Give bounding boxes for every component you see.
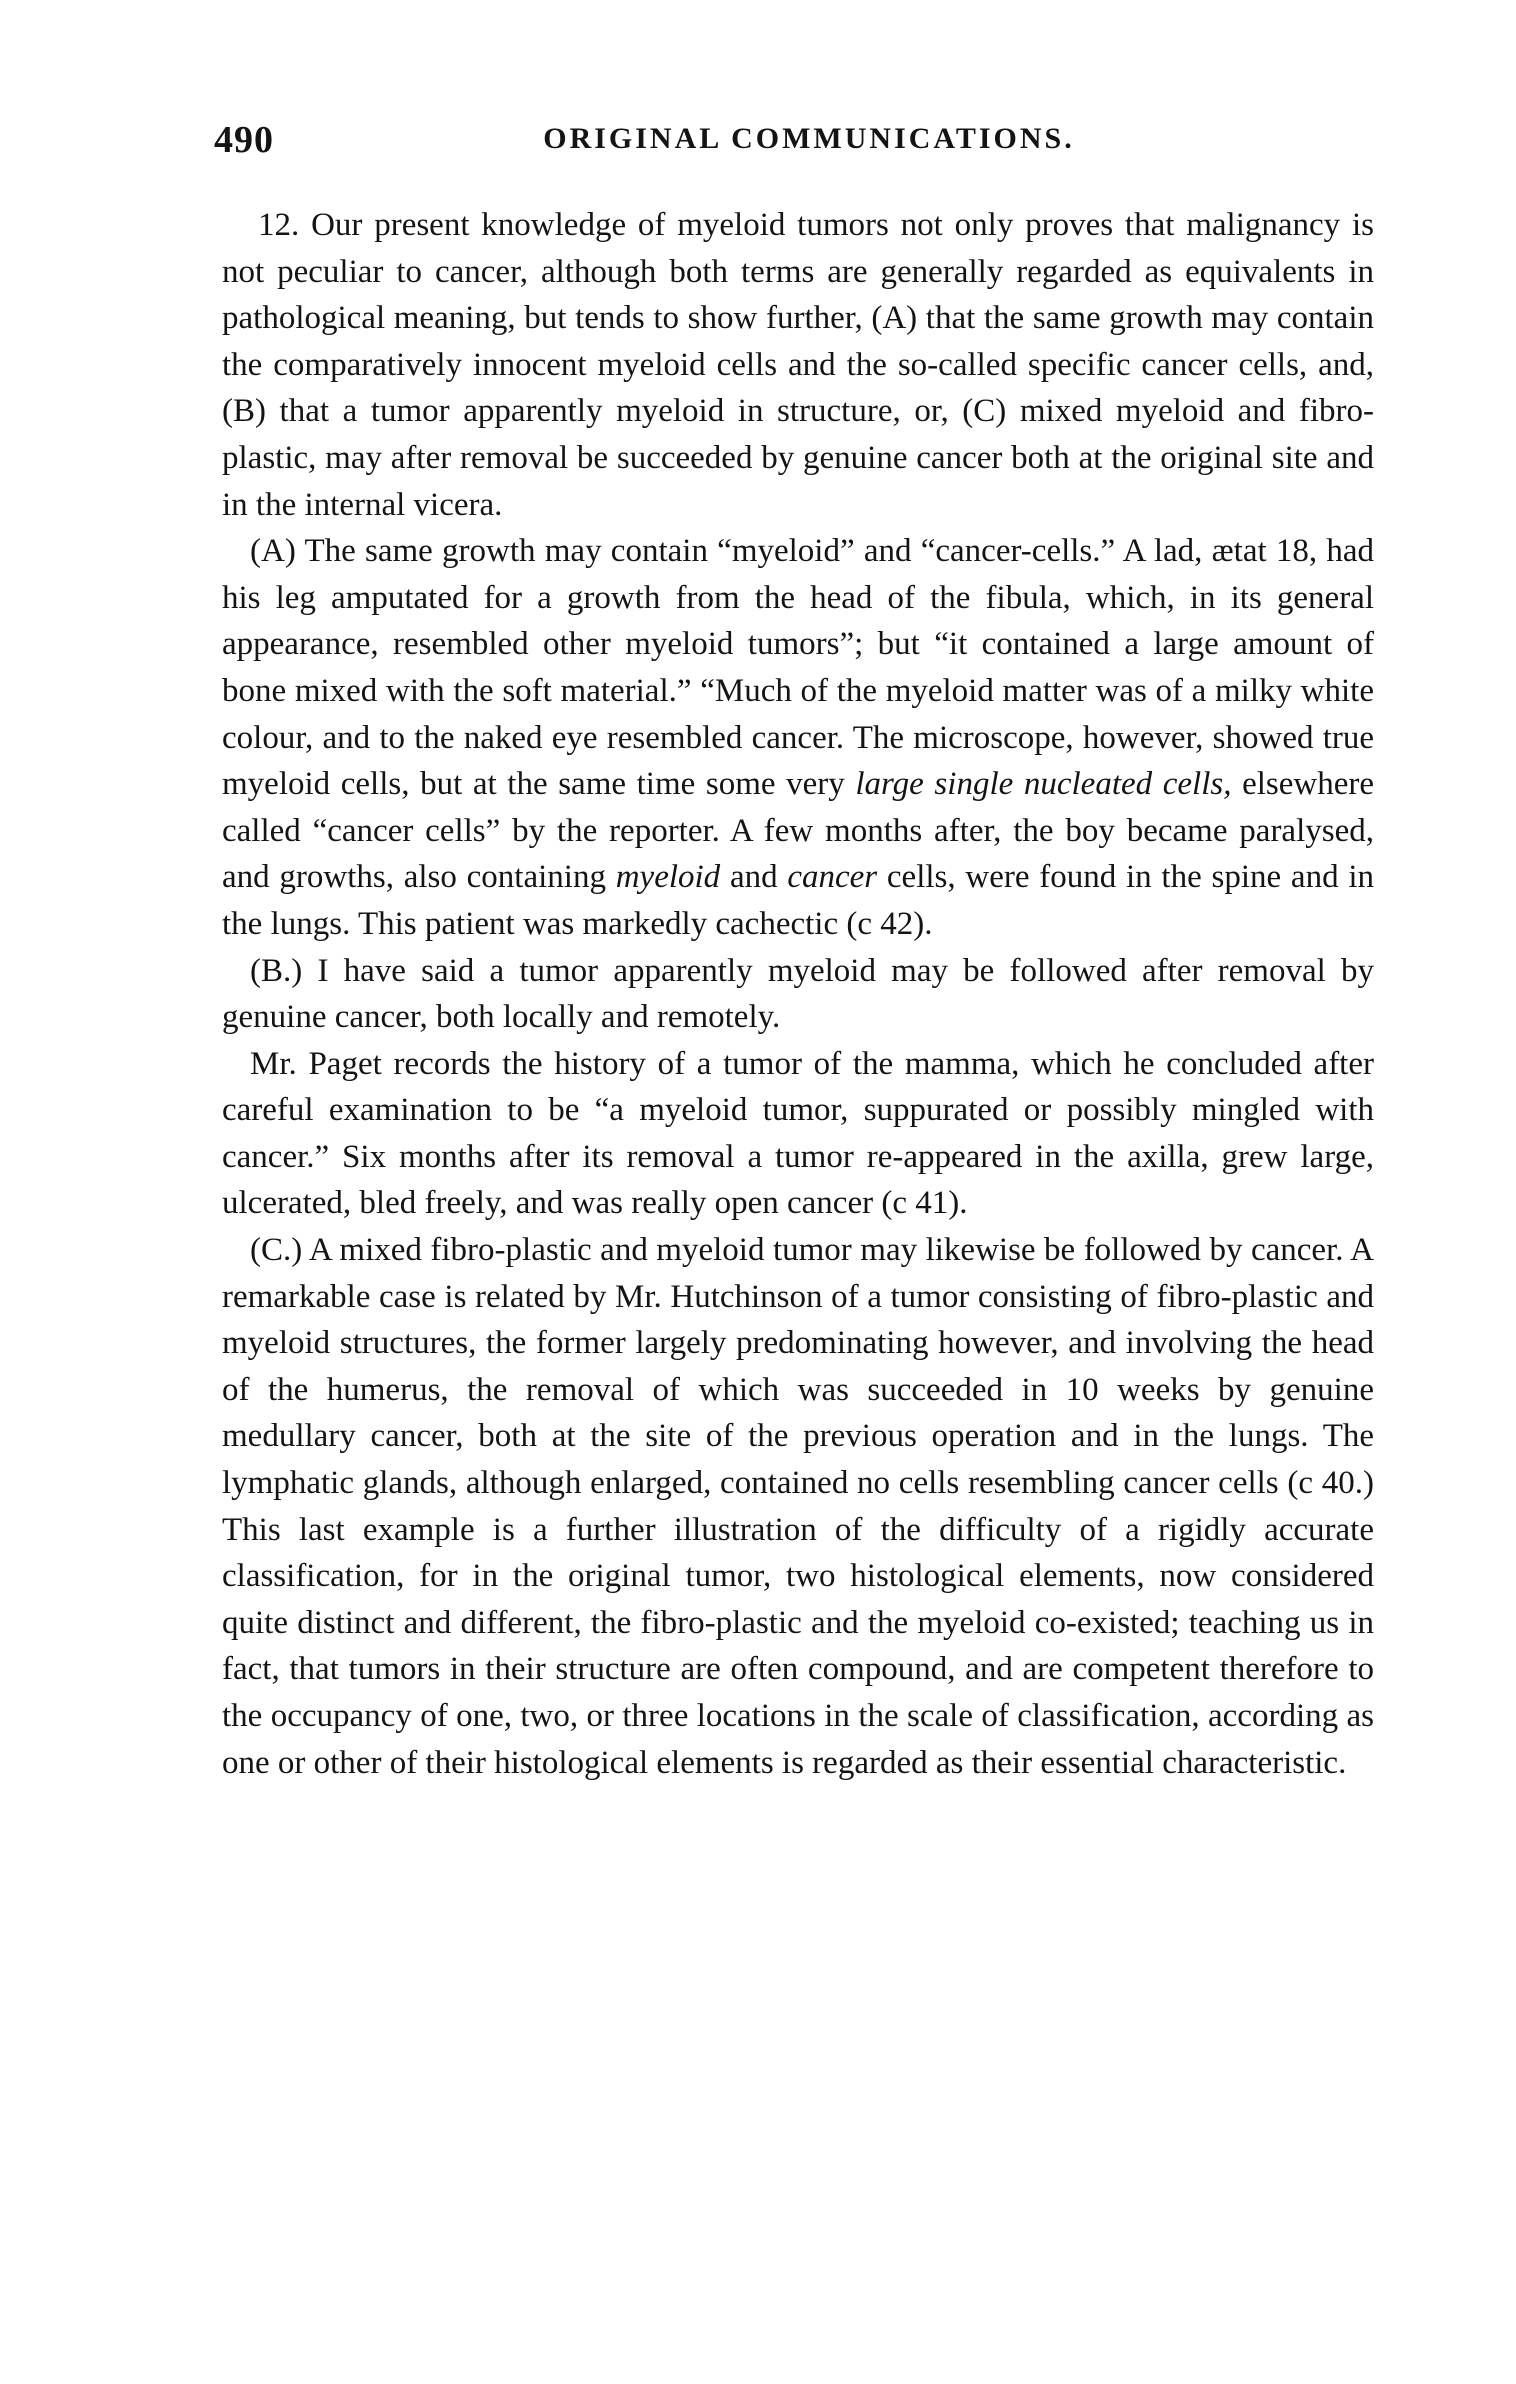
text-segment: cells, were found in the spine and in the lungs. This patient was markedly cachectic (c 42). [222, 859, 1374, 942]
page-number: 490 [214, 119, 274, 161]
italic-segment: myeloid [615, 859, 721, 896]
paragraph-a [222, 528, 1374, 947]
italic-segment: large single nucleated cells, [855, 766, 1232, 803]
running-head [214, 118, 1374, 168]
text-segment: (C.) A mixed fibro-plastic and myeloid tumor may likewise be followed by cancer. A remarkable case is related by Mr. Hutchinson of a tumor consisting of fibro-plastic and myeloid structures, the former largely predominating however, and involving the head of the humerus, the removal of which was succeeded in 10 weeks by genuine medullary cancer, both at the site of the previous operation and in the lungs. The lymphatic glands, although enlarged, contained no cells resembling cancer cells (c 40.) This last example is a further illustration of the difficulty of a rigidly accurate classification, for in the original tumor, two histological elements, now considered quite distinct and different, the fibro-plastic and the myeloid co-existed; teaching us in fact, that tumors in their structure are often compound, and are competent therefore to the occupancy of one, two, or three locations in the scale of classification, according as one or other of their histological elements is regarded as their essential characteristic. [222, 1232, 1374, 1781]
italic-segment: cancer [787, 859, 878, 896]
text-segment: elsewhere called “cancer cells” by the reporter. A few months after, the boy became paralysed, and growths, also containing [222, 766, 1374, 896]
text-segment: 12. Our present knowledge of myeloid tumors not only proves that malignancy is not peculiar to cancer, although both terms are generally regarded as equivalents in pathological meaning, but tends to show further, (A) that the same growth may contain the comparatively innocent myeloid cells and the so-called specific cancer cells, and, (B) that a tumor apparently myeloid in structure, or, (C) mixed myeloid and fibro-plastic, may after removal be succeeded by genuine cancer both at the original site and in the internal vicera. [222, 207, 1374, 523]
body-text [222, 202, 1374, 1786]
text-segment: and [720, 859, 788, 896]
paragraph-12 [222, 202, 1374, 528]
paragraph-paget [222, 1041, 1374, 1227]
text-segment: (B.) I have said a tumor apparently myeloid may be followed after removal by genuine cancer, both locally and remotely. [222, 952, 1374, 1036]
section-title: ORIGINAL COMMUNICATIONS. [543, 122, 1075, 155]
paragraph-c [222, 1227, 1374, 1786]
paragraph-b [222, 948, 1374, 1041]
text-segment: Mr. Paget records the history of a tumor of the mamma, which he concluded after careful examination to be “a myeloid tumor, suppurated or possibly mingled with cancer.” Six months after its removal a tumor re-appeared in the axilla, grew large, ulcerated, bled freely, and was really open cancer (c 41). [222, 1045, 1374, 1222]
text-segment: (A) The same growth may contain “myeloid” and “cancer-cells.” A lad, ætat 18, had his leg amputated for a growth from the head of the fibula, which, in its general appearance, resembled other myeloid tumors”; but “it contained a large amount of bone mixed with the soft material.” “Much of the myeloid matter was of a milky white colour, and to the naked eye resembled cancer. The microscope, however, showed true myeloid cells, but at the same time some very [222, 533, 1374, 803]
